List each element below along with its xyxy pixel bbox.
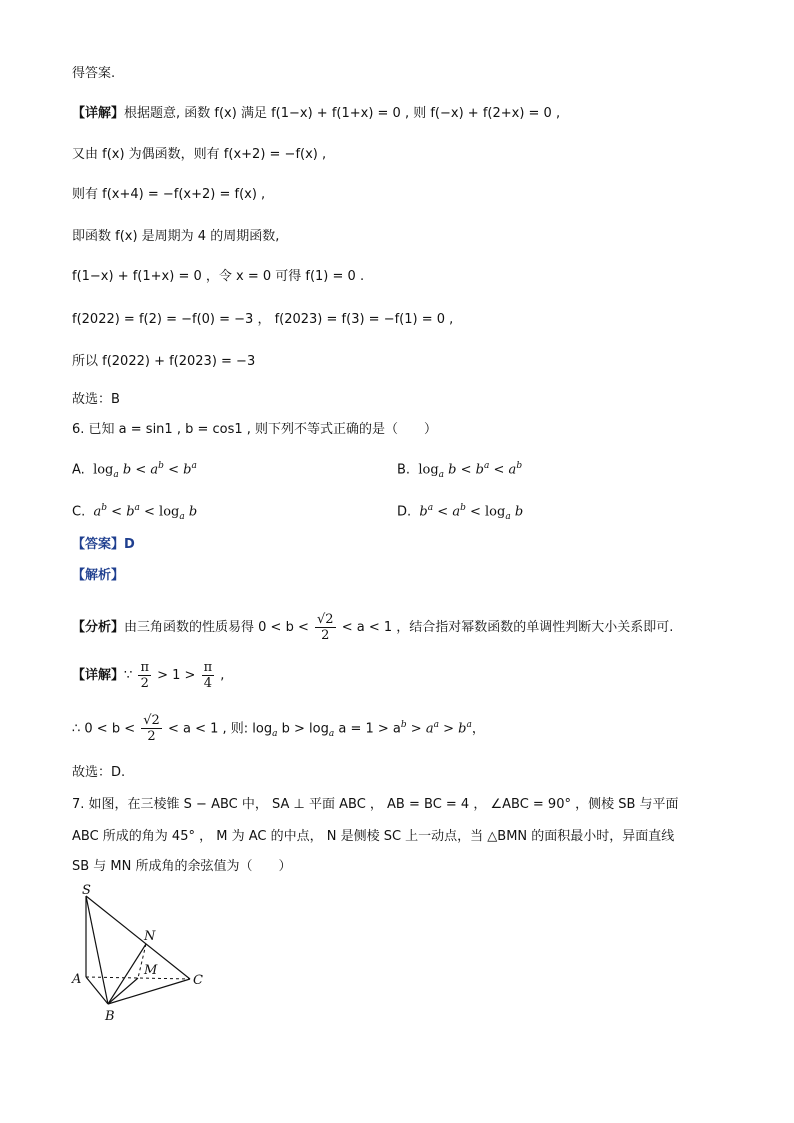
- fenxi-pre: 由三角函数的性质易得 0 < b <: [124, 620, 309, 635]
- line-1: 得答案.: [72, 66, 116, 81]
- because-symbol: ∵: [124, 668, 133, 683]
- option-c-label: C.: [72, 504, 86, 520]
- fenxi-tag: 【分析】: [72, 620, 125, 635]
- fraction-pi-over-2: $\frac{\pi}{2}$: [140, 660, 149, 691]
- option-b: B. $\log_a b < b^a < a^b$: [397, 461, 523, 480]
- question-6: 6. 已知 a = sin1 , b = cos1 , 则下列不等式正确的是（ ）: [72, 422, 438, 437]
- therefore-tail: b > log: [281, 721, 329, 737]
- option-b-label: B.: [397, 462, 411, 478]
- option-c: C. $a^b < b^a < \log_a b$: [72, 503, 198, 522]
- xiangjie-tag: 【详解】: [72, 668, 125, 683]
- answer-tag: 【答案】D: [72, 537, 135, 552]
- fraction-pi-over-4: $\frac{\pi}{4}$: [203, 660, 213, 691]
- option-a-label: A.: [72, 462, 85, 478]
- label-N: N: [144, 929, 156, 944]
- therefore-post: < a < 1 , 则: log: [167, 721, 273, 737]
- fenxi-line: [72, 612, 673, 643]
- line-7: f(2022) = f(2) = −f(0) = −3 ， f(2023) = f(3) = −f(1) = 0 ,: [72, 312, 454, 327]
- option-a: A. $\log_a b < a^b < b^a$: [72, 461, 197, 480]
- fenxi-post: < a < 1 ，结合指对幂数函数的单调性判断大小关系即可.: [341, 620, 674, 635]
- xj-post: ,: [220, 668, 225, 683]
- line-3: 又由 f(x) 为偶函数，则有 f(x+2) = −f(x) ,: [72, 147, 327, 162]
- line-5: 即函数 f(x) 是周期为 4 的周期函数,: [72, 229, 280, 244]
- therefore-tail2: a = 1 > a: [338, 721, 401, 737]
- pyramid-figure: [68, 882, 218, 1027]
- fraction-sqrt2-over-2-b: $\frac{√2}{2}$: [143, 713, 160, 745]
- label-M: M: [144, 963, 158, 978]
- label-C: C: [193, 973, 203, 988]
- label-A: A: [72, 972, 82, 987]
- line-4: 则有 f(x+4) = −f(x+2) = f(x) ,: [72, 187, 266, 202]
- question-7-line-1: 7. 如图，在三棱锥 S − ABC 中， SA ⊥ 平面 ABC ， AB = BC = 4 ， ∠ABC = 90° ，侧棱 SB 与平面: [72, 797, 679, 812]
- detail-tag: 【详解】: [72, 106, 125, 121]
- label-B: B: [105, 1009, 115, 1024]
- line-2-text: 根据题意, 函数 f(x) 满足 f(1−x) + f(1+x) = 0 , 则 f(−x) + f(2+x) = 0 ,: [124, 106, 561, 121]
- therefore-line: ∴ 0 < b < $\frac{√2}{2}$ < a < 1 , 则: $\log_a b > \log_a a = 1 > a^b > a^a > b^a$，: [72, 713, 485, 745]
- fraction-sqrt2-over-2: $\frac{√2}{2}$: [317, 612, 334, 643]
- question-7-line-2: ABC 所成的角为 45° ， M 为 AC 的中点， N 是侧棱 SC 上一动点，当 △BMN 的面积最小时，异面直线: [72, 829, 675, 844]
- xiangjie-line: [72, 660, 224, 691]
- line-8: 所以 f(2022) + f(2023) = −3: [72, 354, 256, 369]
- xj-mid: > 1 >: [157, 668, 196, 683]
- option-d: D. $b^a < a^b < \log_a b$: [397, 503, 524, 522]
- analysis-tag: 【解析】: [72, 568, 125, 583]
- line-9: 故选：B: [72, 392, 120, 407]
- therefore-pre: ∴ 0 < b <: [72, 721, 136, 737]
- option-d-label: D.: [397, 504, 412, 520]
- line-gx: 故选：D.: [72, 765, 126, 780]
- label-S: S: [82, 883, 91, 898]
- question-7-line-3: SB 与 MN 所成角的余弦值为（ ）: [72, 859, 292, 874]
- line-6: f(1−x) + f(1+x) = 0 ，令 x = 0 可得 f(1) = 0 .: [72, 269, 365, 284]
- line-2: [72, 104, 560, 124]
